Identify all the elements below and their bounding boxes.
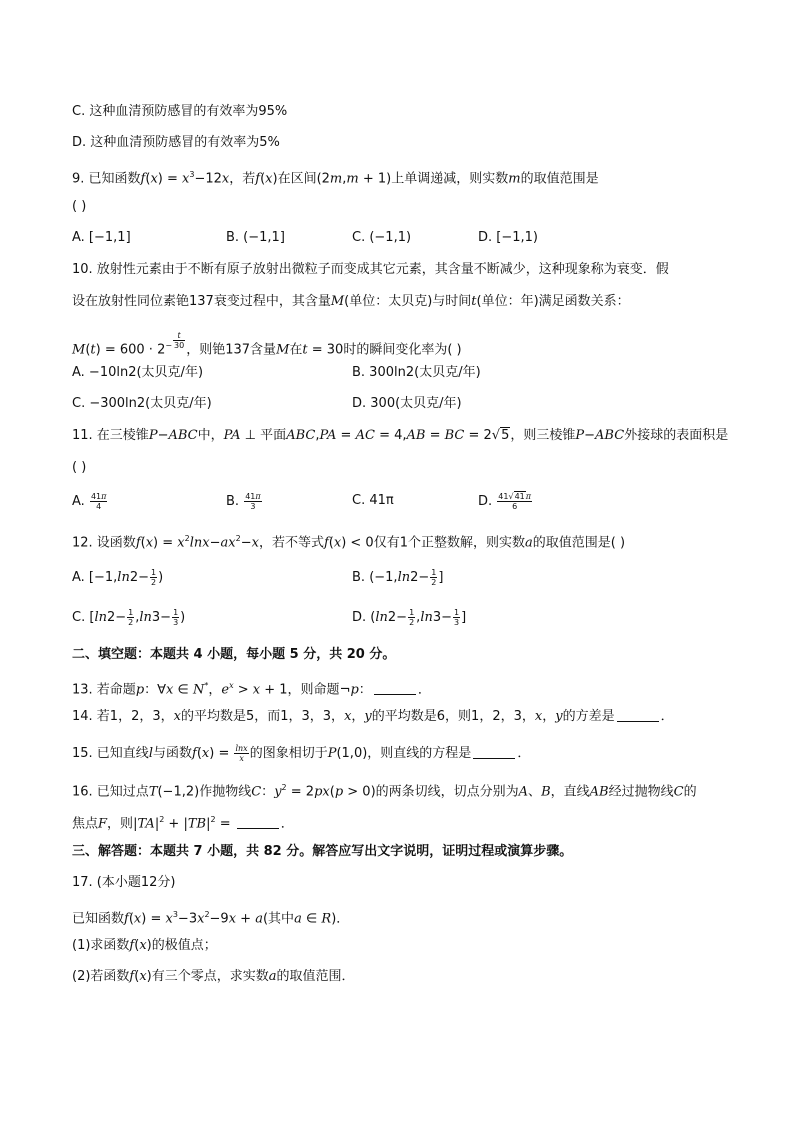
question-12: 12. 设函数$f(x) = x^2\ln x-ax^2-x$，若不等式f(x) < 0仅有1个正整数解，则实数a的取值范围是( ) — [72, 534, 626, 551]
option-9c: C. (−1,1) — [352, 230, 412, 245]
question-15: 15. 已知直线l与函数f(x) = $\frac{\ln x}{x}$ 的图象相切于P(1,0)，则直线的方程是 ． — [72, 744, 531, 763]
answer-blank-16[interactable] — [237, 816, 279, 829]
question-17-part2: (2)若函数f(x)有三个零点，求实数a的取值范围． — [72, 969, 355, 984]
option-12d: D. (ln2− $\frac{1}{2}$ ,ln3− $\frac{1}{3}$ ] — [352, 608, 467, 627]
section-2-heading: 二、填空题：本题共 4 小题，每小题 5 分，共 20 分。 — [72, 647, 396, 662]
question-17-stem: 已知函数$f(x) = x^3-3x^2-9x + a$(其中a ∈ R)． — [72, 910, 350, 927]
option-9b: B. (−1,1] — [226, 230, 285, 245]
answer-blank-14[interactable] — [617, 709, 659, 722]
option-12b: B. (−1,ln2− $\frac{1}{2}$ ] — [352, 568, 444, 587]
question-17-part1: (1)求函数f(x)的极值点； — [72, 938, 217, 953]
option-10c: C. −300ln2(太贝克/年) — [72, 396, 212, 411]
option-9d: D. [−1,1) — [478, 230, 538, 245]
option-8d: D. 这种血清预防感冒的有效率为5% — [72, 135, 280, 150]
question-17-title: 17. (本小题12分) — [72, 875, 176, 890]
question-13: 13. 若命题p：∀x ∈ N*，$e^x > x + 1$，则命题¬p： ． — [72, 681, 431, 698]
question-10-line3: $M(t) = 600 \cdot 2^{- \frac{t}{30}}$ ，则铯137含量M在t = 30时的瞬间变化率为( ) — [72, 331, 462, 358]
question-10-line1: 10. 放射性元素由于不断有原子放射出微粒子而变成其它元素，其含量不断减少，这种现象称为衰变．假 — [72, 262, 669, 277]
option-11a: A. $\frac{41\pi}{4}$ — [72, 492, 107, 511]
question-10-line2: 设在放射性同位素铯137衰变过程中，其含量M(单位：太贝克)与时间t(单位：年)满足函数关系： — [72, 294, 630, 309]
question-11: 11. 在三棱锥P−ABC中，PA ⊥ 平面ABC,PA = AC = 4,AB = BC = 2√5，则三棱锥P−ABC外接球的表面积是 — [72, 428, 729, 443]
option-10a: A. −10ln2(太贝克/年) — [72, 365, 204, 380]
option-10d: D. 300(太贝克/年) — [352, 396, 462, 411]
option-9a: A. [−1,1] — [72, 230, 131, 245]
answer-paren-11: ( ) — [72, 460, 87, 475]
option-10b: B. 300ln2(太贝克/年) — [352, 365, 481, 380]
answer-blank-15[interactable] — [473, 746, 515, 759]
question-16-line1: 16. 已知过点T(−1,2)作抛物线C：$y^2 = 2px(p > 0)$的两条切线，切点分别为A、B，直线AB经过抛物线C的 — [72, 783, 697, 800]
question-16-line2: 焦点F，则$|TA|^2 + |TB|^2$ = ． — [72, 815, 294, 832]
section-3-heading: 三、解答题：本题共 7 小题，共 82 分。解答应写出文字说明，证明过程或演算步骤。 — [72, 844, 573, 859]
option-11c: C. 41π — [352, 493, 394, 508]
option-8c: C. 这种血清预防感冒的有效率为95% — [72, 104, 288, 119]
question-9: 9. 已知函数$f(x) = x^3-12x$，若f(x)在区间(2m,m + 1)上单调递减，则实数m的取值范围是 — [72, 170, 599, 187]
answer-blank-13[interactable] — [374, 682, 416, 695]
option-11d: D. $\frac{41√41\pi}{6}$ — [478, 492, 532, 511]
option-12c: C. [ln2− $\frac{1}{2}$ ,ln3− $\frac{1}{3}$ ) — [72, 608, 186, 627]
option-11b: B. $\frac{41\pi}{3}$ — [226, 492, 261, 511]
question-14: 14. 若1，2，3，x的平均数是5，而1，3，3，x，y的平均数是6，则1，2，3，x，y的方差是 ． — [72, 709, 674, 724]
option-12a: A. [−1,ln2− $\frac{1}{2}$ ) — [72, 568, 164, 587]
answer-paren-9: ( ) — [72, 199, 87, 214]
